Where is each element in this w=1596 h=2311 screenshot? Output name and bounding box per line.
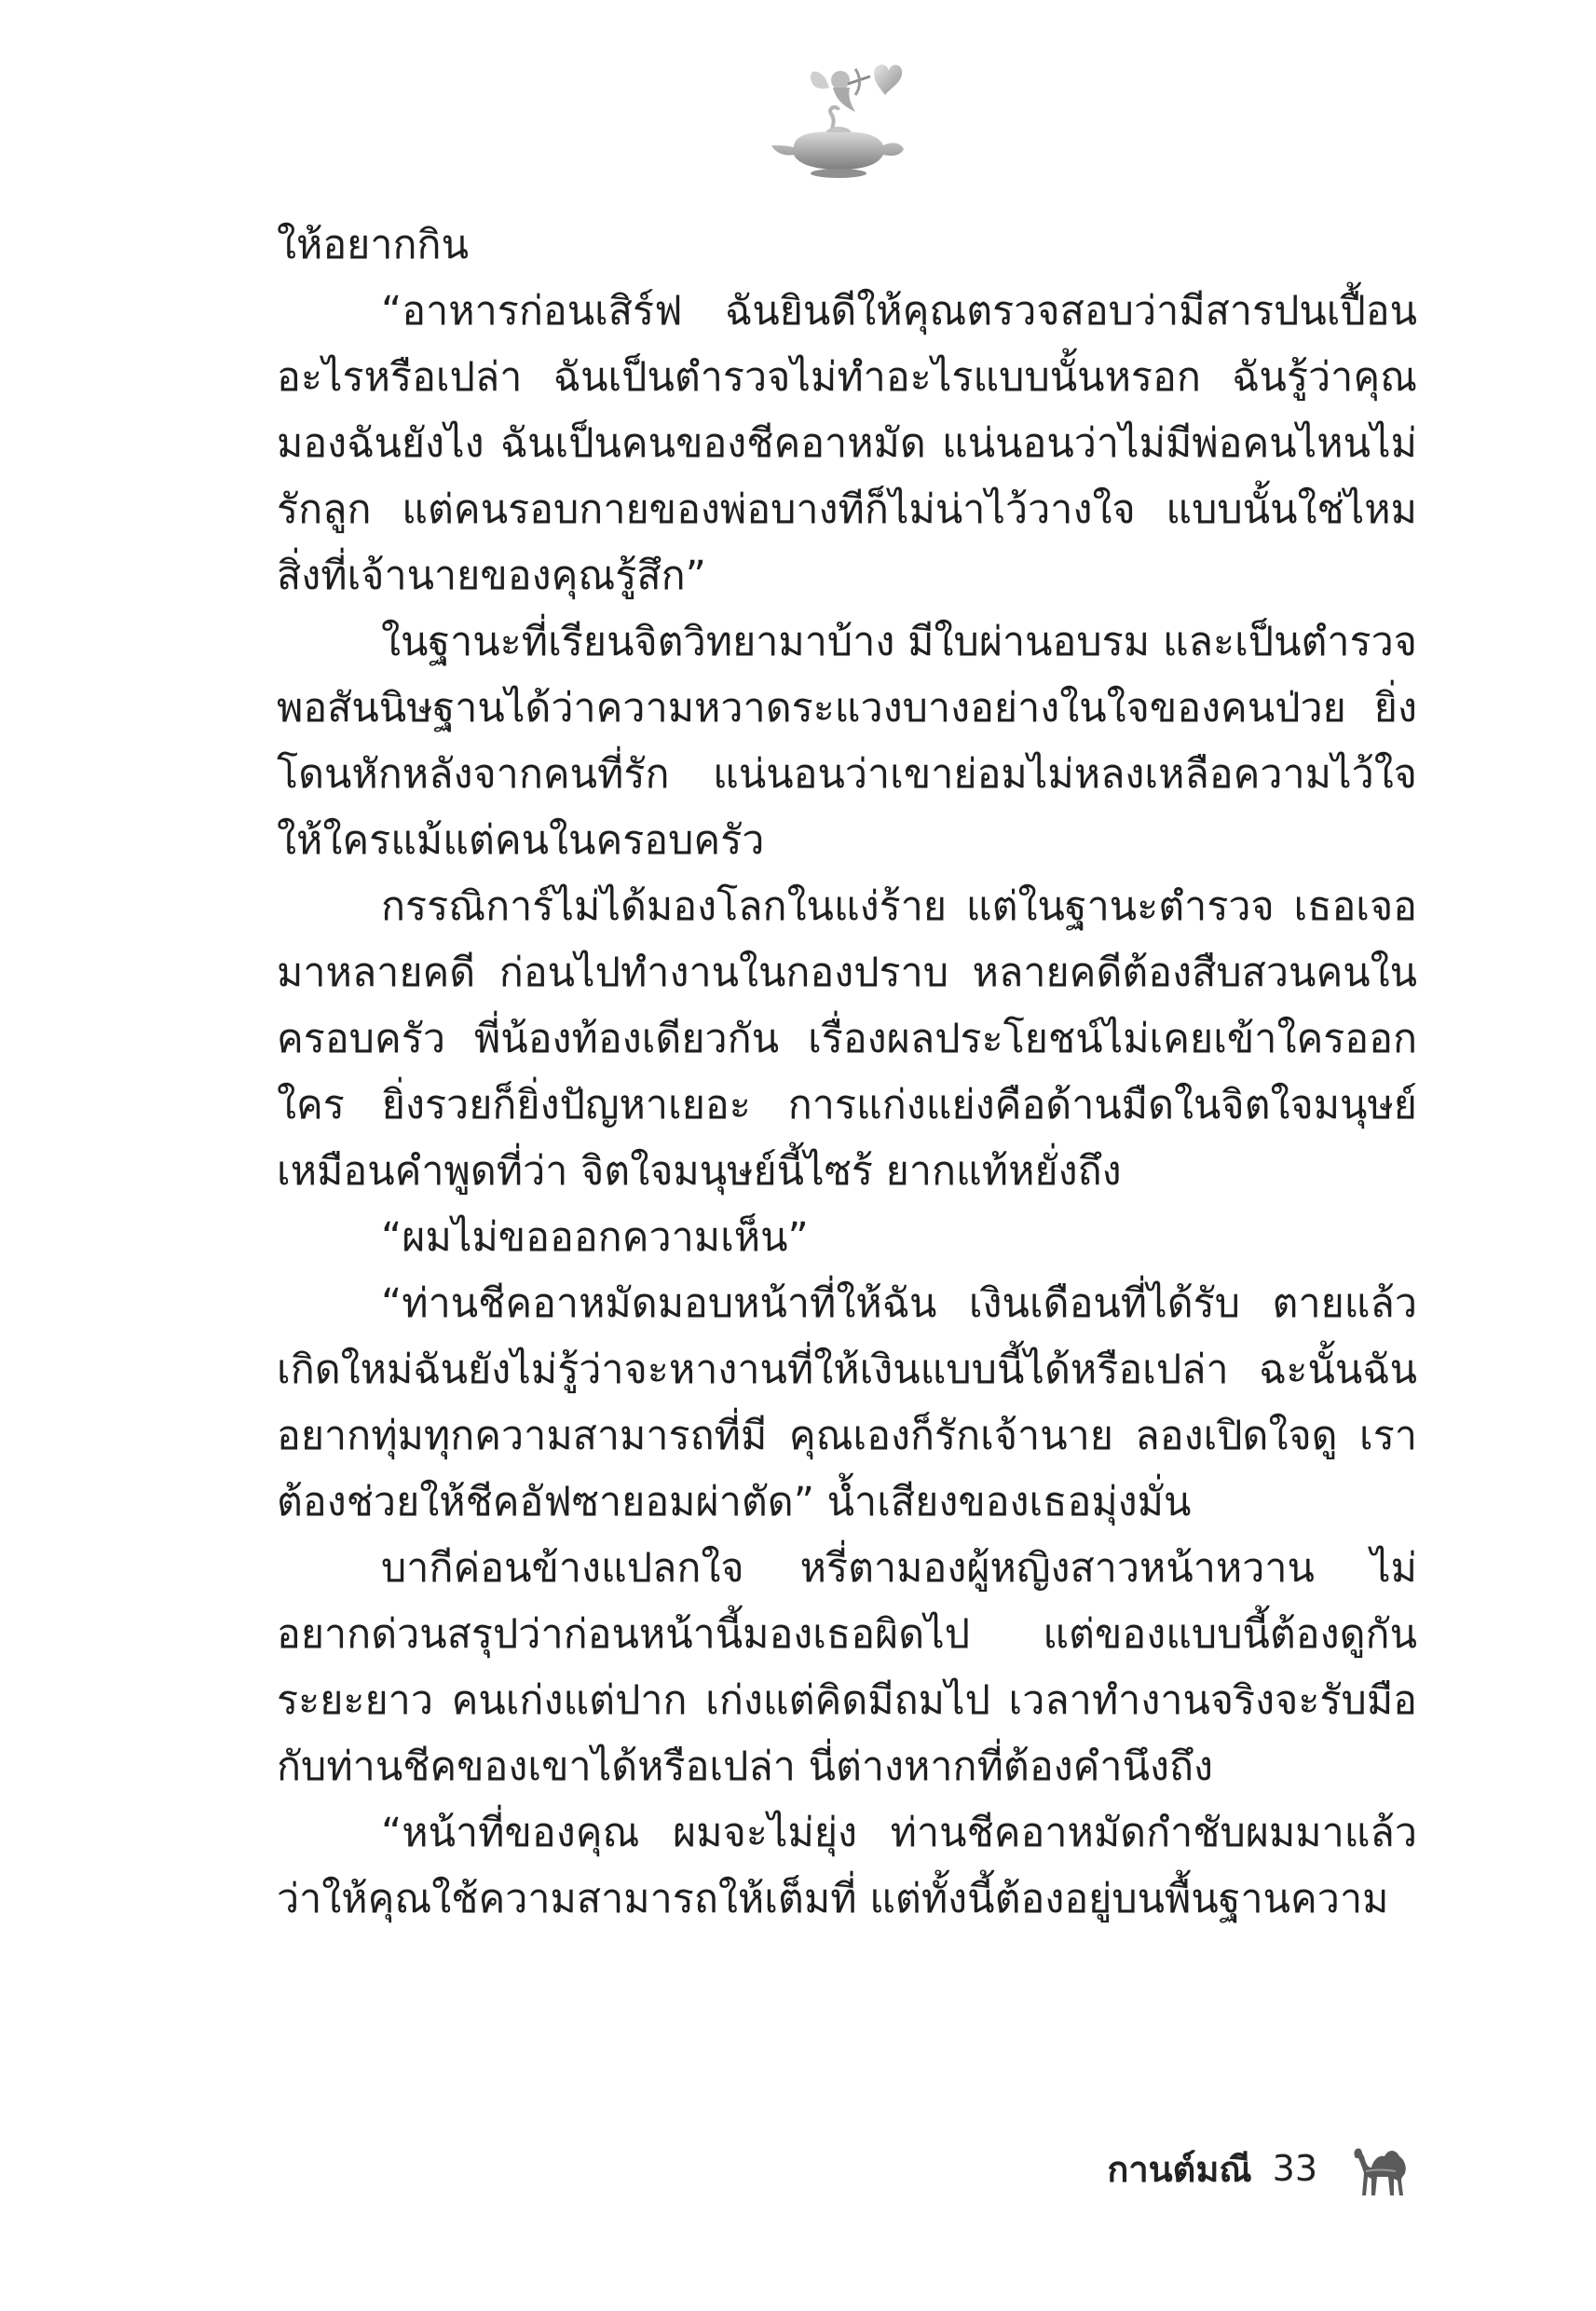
paragraph: “ผมไม่ขอออกความเห็น” xyxy=(381,1214,809,1261)
page-number: 33 xyxy=(1272,2148,1317,2189)
paragraph: ในฐานะที่เรียนจิตวิทยามาบ้าง มีใบผ่านอบรม และเป็นตำรวจพอสันนิษฐานได้ว่าความหวาดระแวงบางอย่างในใจของคนป่วย ยิ่งโดนหักหลังจากคนที่รัก แน่นอนว่าเขาย่อมไม่หลงเหลือความไว้ใจให้ใครแม้แต่คนในครอบครัว xyxy=(277,619,1417,864)
book-title: กานต์มณี xyxy=(1107,2148,1252,2190)
paragraph: “ท่านชีคอาหมัดมอบหน้าที่ให้ฉัน เงินเดือนที่ได้รับ ตายแล้วเกิดใหม่ฉันยังไม่รู้ว่าจะหางานที่ให้เงินแบบนี้ได้หรือเปล่า ฉะนั้นฉันอยากทุ่มทุกความสามารถที่มี คุณเองก็รักเจ้านาย ลองเปิดใจดู เราต้องช่วยให้ชีคอัฟซายอมผ่าตัด” น้ำเสียงของเธอมุ่งมั่น xyxy=(277,1280,1417,1525)
paragraph: “หน้าที่ของคุณ ผมจะไม่ยุ่ง ท่านชีคอาหมัดกำชับผมมาแล้วว่าให้คุณใช้ความสามารถให้เต็มที่ แต่ทั้งนี้ต้องอยู่บนพื้นฐานความ xyxy=(277,1810,1417,1922)
paragraph: “อาหารก่อนเสิร์ฟ ฉันยินดีให้คุณตรวจสอบว่ามีสารปนเปื้อนอะไรหรือเปล่า ฉันเป็นตำรวจไม่ทำอะไรแบบนั้นหรอก ฉันรู้ว่าคุณมองฉันยังไง ฉันเป็นคนของชีคอาหมัด แน่นอนว่าไม่มีพ่อคนไหนไม่รักลูก แต่คนรอบกายของพ่อบางทีก็ไม่น่าไว้วางใจ แบบนั้นใช่ไหมสิ่งที่เจ้านายของคุณรู้สึก” xyxy=(277,288,1417,599)
paragraph: ให้อยากกิน xyxy=(277,222,469,268)
page-footer xyxy=(1107,2134,1416,2203)
camel-icon xyxy=(1347,2136,1416,2201)
paragraph: บากีค่อนข้างแปลกใจ หรี่ตามองผู้หญิงสาวหน้าหวาน ไม่อยากด่วนสรุปว่าก่อนหน้านี้มองเธอผิดไป แต่ของแบบนี้ต้องดูกันระยะยาว คนเก่งแต่ปาก เก่งแต่คิดมีถมไป เวลาทำงานจริงจะรับมือกับท่านชีคของเขาได้หรือเปล่า นี่ต่างหากที่ต้องคำนึงถึง xyxy=(277,1545,1417,1790)
cupid-genie-lamp-icon xyxy=(770,56,909,179)
paragraph: กรรณิการ์ไม่ได้มองโลกในแง่ร้าย แต่ในฐานะตำรวจ เธอเจอมาหลายคดี ก่อนไปทำงานในกองปราบ หลายคดีต้องสืบสวนคนในครอบครัว พี่น้องท้องเดียวกัน เรื่องผลประโยชน์ไม่เคยเข้าใครออกใคร ยิ่งรวยก็ยิ่งปัญหาเยอะ การแก่งแย่งคือด้านมืดในจิตใจมนุษย์ เหมือนคำพูดที่ว่า จิตใจมนุษย์นี้ไซร้ ยากแท้หยั่งถึง xyxy=(277,883,1417,1195)
body-text xyxy=(277,212,1417,1933)
